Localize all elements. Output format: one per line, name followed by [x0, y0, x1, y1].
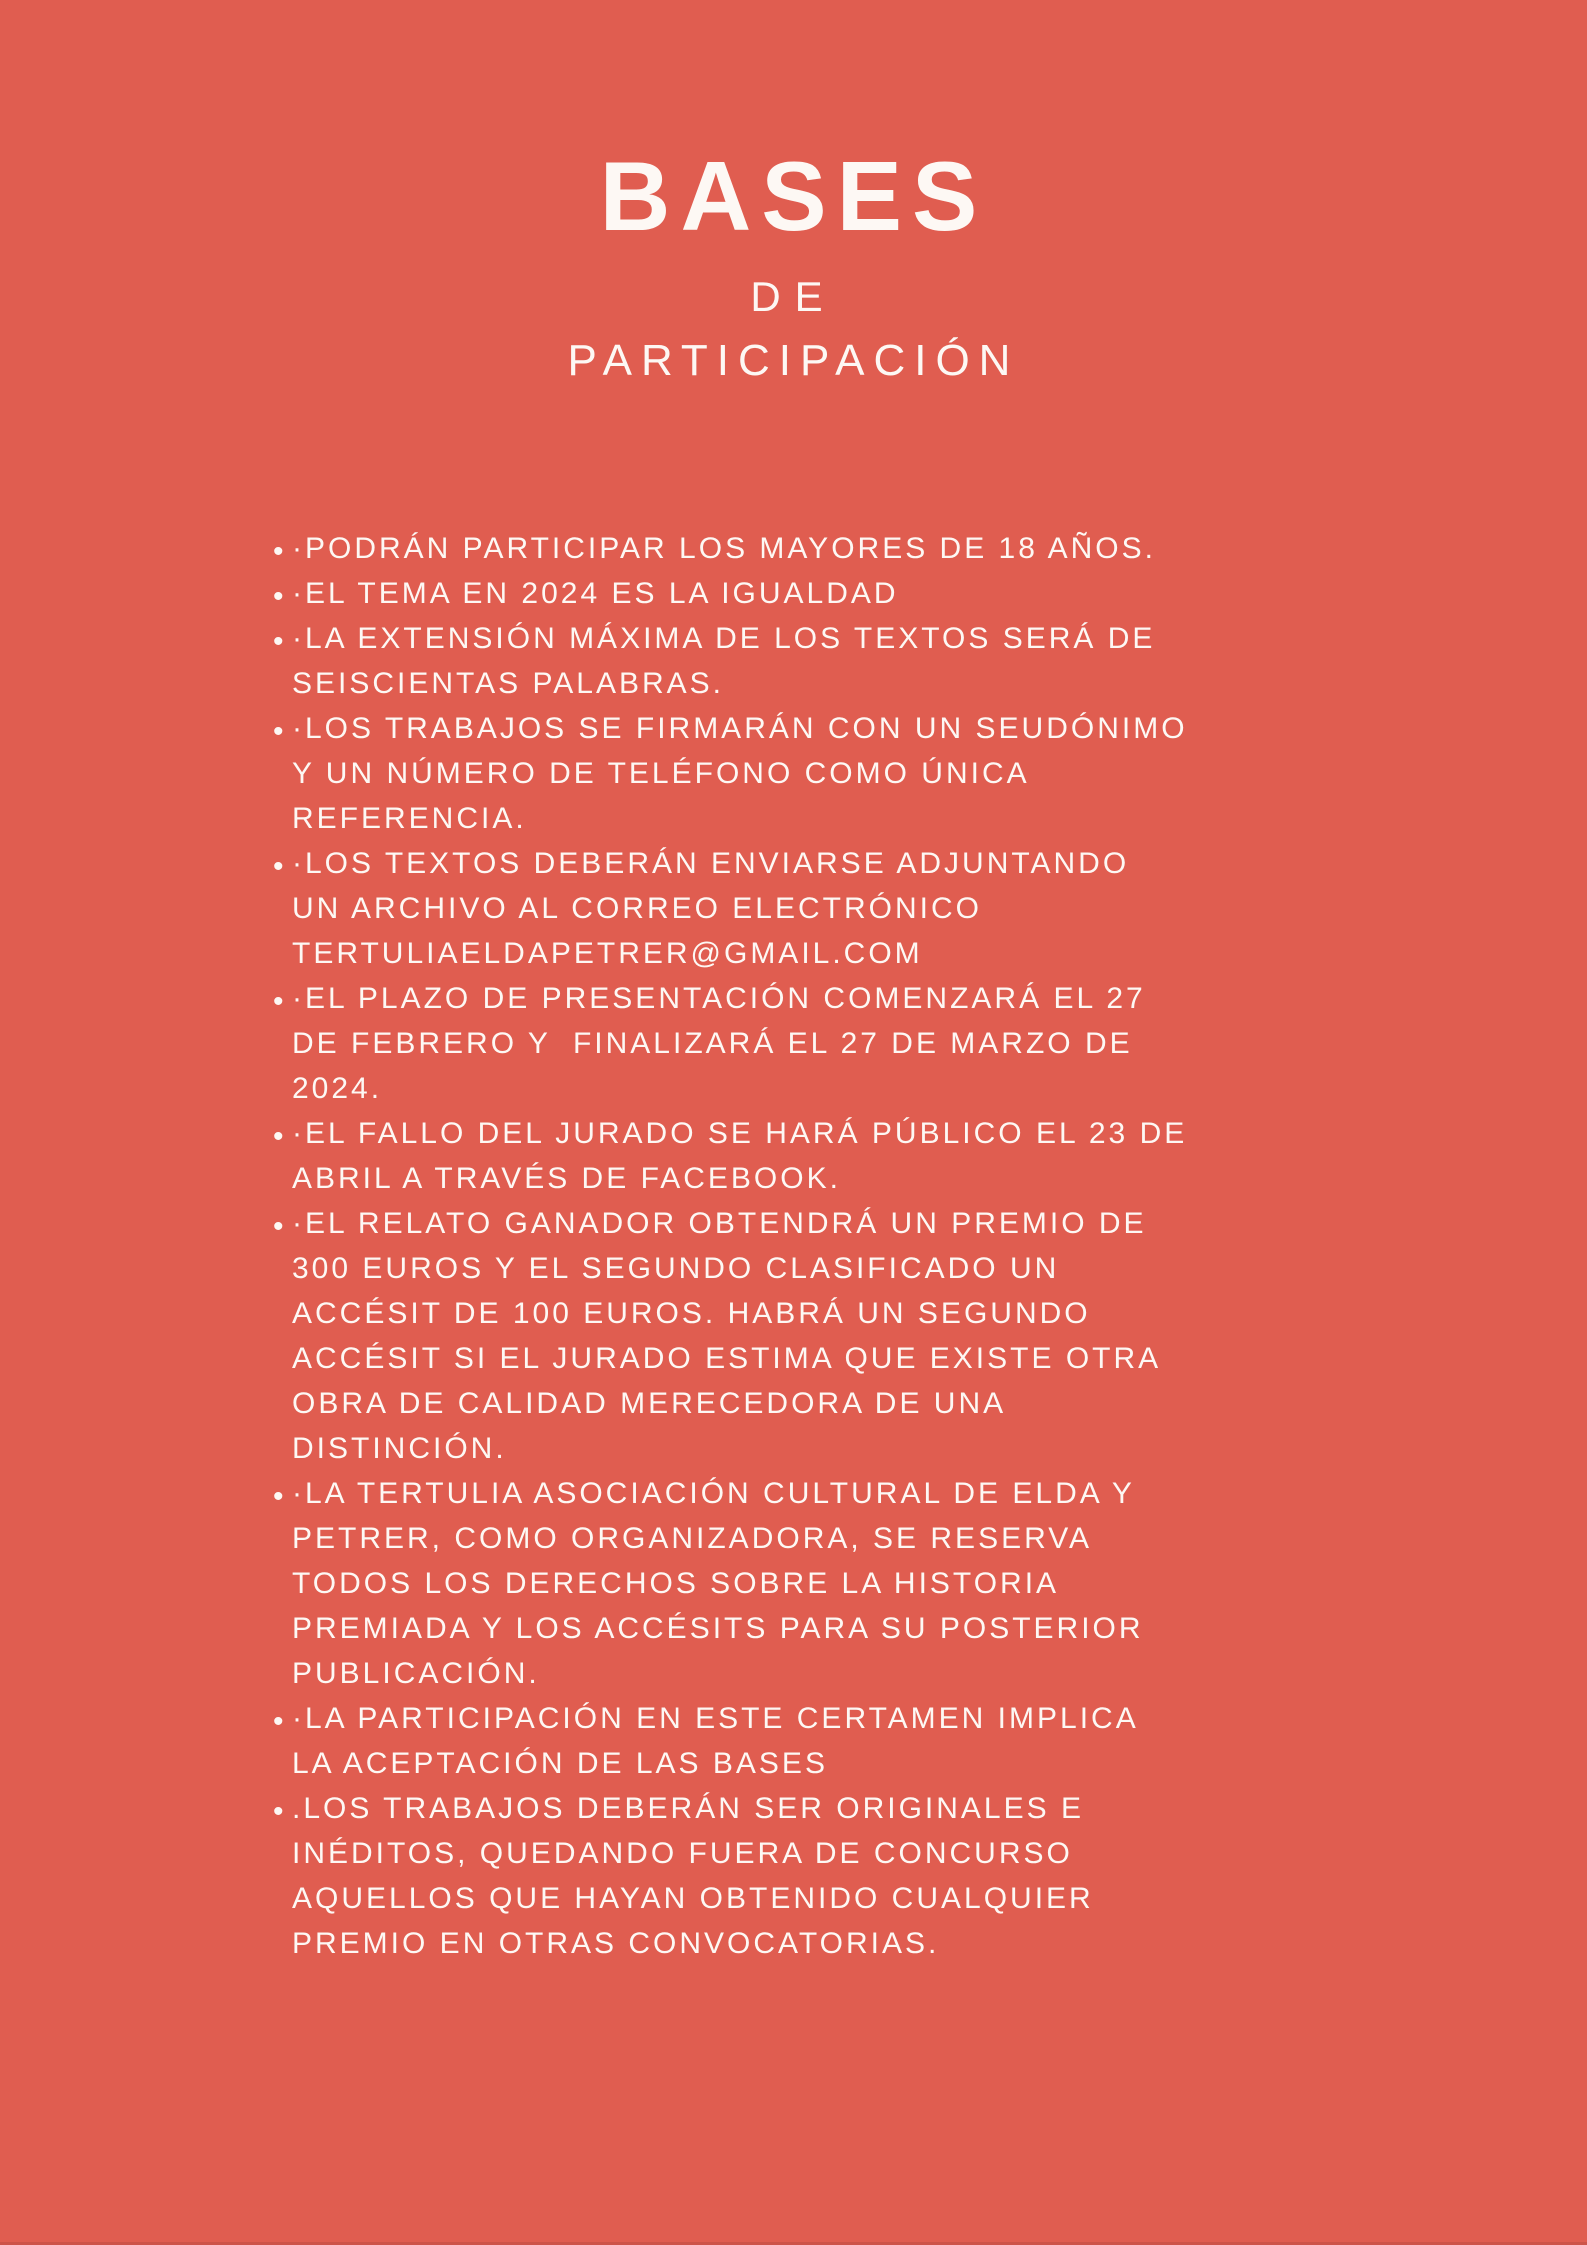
list-item [273, 1201, 1587, 1471]
rule-text-line: DE FEBRERO Y FINALIZARÁ EL 27 DE MARZO DE [292, 1027, 1133, 1060]
rule-text-line: ACCÉSIT SI EL JURADO ESTIMA QUE EXISTE OTRA [292, 1342, 1162, 1375]
rule-text-line: ·EL PLAZO DE PRESENTACIÓN COMENZARÁ EL 27 [292, 982, 1146, 1015]
rule-text-line: INÉDITOS, QUEDANDO FUERA DE CONCURSO [292, 1837, 1073, 1870]
rule-text-line: PETRER, COMO ORGANIZADORA, SE RESERVA [292, 1522, 1093, 1555]
rule-text-line: Y UN NÚMERO DE TELÉFONO COMO ÚNICA [292, 757, 1030, 790]
rule-text-line: ·LOS TRABAJOS SE FIRMARÁN CON UN SEUDÓNIMO [292, 712, 1188, 745]
rule-text-line: .LOS TRABAJOS DEBERÁN SER ORIGINALES E [292, 1792, 1084, 1825]
poster-title [0, 0, 1587, 383]
title-de: DE [750, 273, 837, 320]
rules-list [273, 526, 1587, 1966]
rule-text-line: ACCÉSIT DE 100 EUROS. HABRÁ UN SEGUNDO [292, 1297, 1091, 1330]
rule-text [292, 1201, 1161, 1471]
rule-text-line: ABRIL A TRAVÉS DE FACEBOOK. [292, 1162, 841, 1195]
rule-text [292, 616, 1155, 706]
title-participacion: PARTICIPACIÓN [567, 336, 1020, 385]
list-item [273, 976, 1587, 1111]
list-item [273, 526, 1587, 571]
bullet-icon: • [273, 715, 284, 748]
rule-text-line: PREMIADA Y LOS ACCÉSITS PARA SU POSTERIOR [292, 1612, 1144, 1645]
rule-text-line: ·EL RELATO GANADOR OBTENDRÁ UN PREMIO DE [292, 1207, 1147, 1240]
rule-text-line: 300 EUROS Y EL SEGUNDO CLASIFICADO UN [292, 1252, 1060, 1285]
list-item [273, 706, 1587, 841]
list-item [273, 841, 1587, 976]
rule-text-line: ·EL FALLO DEL JURADO SE HARÁ PÚBLICO EL 23 DE [292, 1117, 1188, 1150]
rule-text-line: ·LA PARTICIPACIÓN EN ESTE CERTAMEN IMPLICA [292, 1702, 1139, 1735]
bullet-icon: • [273, 535, 284, 568]
rule-text [292, 1111, 1187, 1201]
rule-text-line: PREMIO EN OTRAS CONVOCATORIAS. [292, 1927, 940, 1960]
rule-text [292, 976, 1146, 1111]
rule-text-line: LA ACEPTACIÓN DE LAS BASES [292, 1747, 828, 1780]
list-item [273, 1111, 1587, 1201]
title-bases: BASES [599, 141, 988, 251]
rule-text [292, 841, 1129, 976]
list-item [273, 1471, 1587, 1696]
rule-text [292, 706, 1188, 841]
rule-text-line: ·PODRÁN PARTICIPAR LOS MAYORES DE 18 AÑOS. [292, 532, 1156, 565]
rule-text-line: ·LA EXTENSIÓN MÁXIMA DE LOS TEXTOS SERÁ DE [292, 622, 1156, 655]
bullet-icon: • [273, 1210, 284, 1243]
rule-text-line: 2024. [292, 1072, 383, 1105]
rule-text-line: ·LOS TEXTOS DEBERÁN ENVIARSE ADJUNTANDO [292, 847, 1130, 880]
list-item [273, 1786, 1587, 1966]
rule-text [292, 526, 1156, 571]
bullet-icon: • [273, 625, 284, 658]
bullet-icon: • [273, 1795, 284, 1828]
rule-text-line: UN ARCHIVO AL CORREO ELECTRÓNICO [292, 892, 982, 925]
rule-text-line: ·EL TEMA EN 2024 ES LA IGUALDAD [292, 577, 899, 610]
bullet-icon: • [273, 1120, 284, 1153]
list-item [273, 1696, 1587, 1786]
rule-text-line: SEISCIENTAS PALABRAS. [292, 667, 725, 700]
list-item [273, 616, 1587, 706]
rule-text [292, 1696, 1139, 1786]
rule-text-line: REFERENCIA. [292, 802, 527, 835]
rule-text [292, 1786, 1094, 1966]
bullet-icon: • [273, 850, 284, 883]
bullet-icon: • [273, 985, 284, 1018]
rule-text-line: OBRA DE CALIDAD MERECEDORA DE UNA [292, 1387, 1007, 1420]
list-item [273, 571, 1587, 616]
rule-text-line: TERTULIAELDAPETRER@GMAIL.COM [292, 937, 923, 970]
rule-text-line: TODOS LOS DERECHOS SOBRE LA HISTORIA [292, 1567, 1060, 1600]
rule-text-line: DISTINCIÓN. [292, 1432, 507, 1465]
bullet-icon: • [273, 1480, 284, 1513]
rule-text-line: AQUELLOS QUE HAYAN OBTENIDO CUALQUIER [292, 1882, 1094, 1915]
rule-text-line: ·LA TERTULIA ASOCIACIÓN CULTURAL DE ELDA Y [292, 1477, 1135, 1510]
rule-text-line: PUBLICACIÓN. [292, 1657, 540, 1690]
rule-text [292, 1471, 1144, 1696]
rule-text [292, 571, 899, 616]
bullet-icon: • [273, 1705, 284, 1738]
bullet-icon: • [273, 580, 284, 613]
